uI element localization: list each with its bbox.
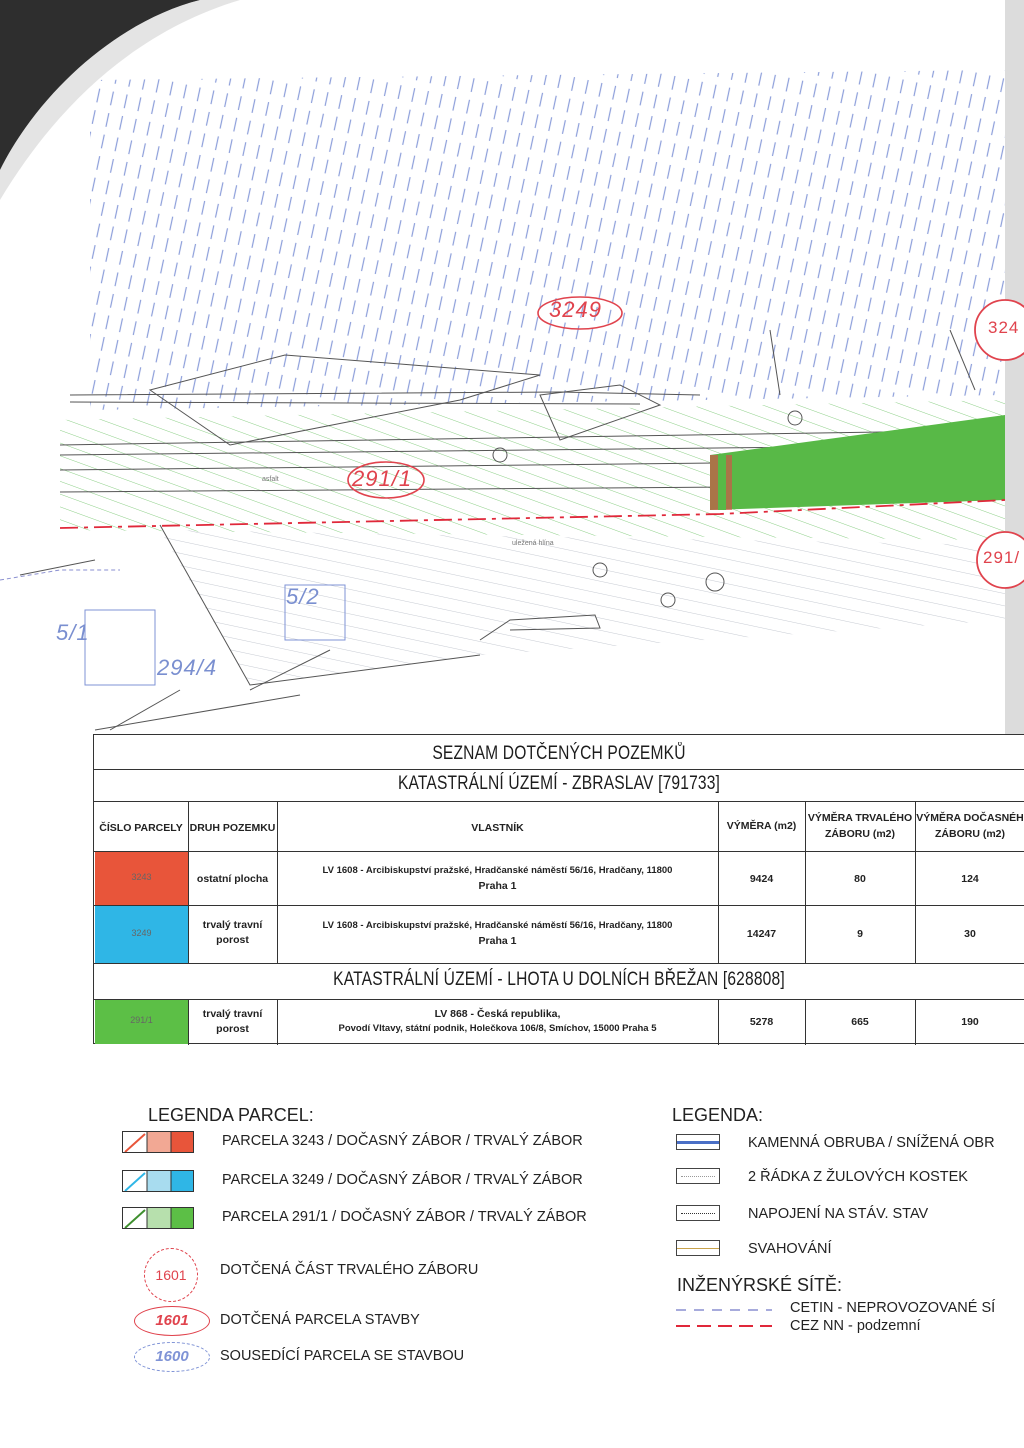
parcel-swatch-3243	[95, 852, 188, 905]
legend-cobble: 2 ŘÁDKA Z ŽULOVÝCH KOSTEK	[748, 1169, 968, 1185]
cell-vymera: 5278	[749, 1016, 774, 1028]
legend-swatch-cobble	[676, 1168, 720, 1184]
header-druh: DRUH POZEMKU	[189, 822, 276, 834]
parcel-3249-area	[90, 70, 1005, 410]
cell-docasny: 30	[964, 928, 976, 940]
networks-title: INŽENÝRSKÉ SÍTĚ:	[677, 1275, 843, 1295]
header-docasny-1: VÝMĚRA DOČASNÉH	[916, 812, 1024, 824]
legend-ring-permanent	[144, 1248, 198, 1302]
network-cez: CEZ NN - podzemní	[790, 1318, 921, 1334]
legend-ring-construction	[134, 1306, 210, 1336]
parcel-number: 291/1	[130, 1015, 153, 1025]
parcel-label-5-1: 5/1	[56, 620, 90, 645]
ring-number: 1601	[155, 1312, 189, 1329]
header-docasny-2: ZÁBORU (m2)	[935, 828, 1005, 840]
cell-owner: LV 1608 - Arcibiskupství pražské, Hradčanské náměstí 56/16, Hradčany, 11800	[322, 920, 673, 931]
cell-owner-city: Praha 1	[478, 935, 517, 947]
ring-number: 1600	[155, 1348, 189, 1365]
cell-docasny: 124	[961, 873, 979, 885]
legend-parcel-3243: PARCELA 3243 / DOČASNÝ ZÁBOR / TRVALÝ ZÁBOR	[222, 1133, 583, 1149]
parcel-label-5-2: 5/2	[286, 584, 320, 609]
legend-swatch-3249	[122, 1170, 194, 1192]
header-vlastnik: VLASTNÍK	[471, 822, 524, 834]
legend-parcel-3249: PARCELA 3249 / DOČASNÝ ZÁBOR / TRVALÝ ZÁBOR	[222, 1172, 583, 1188]
parcel-number: 3243	[131, 871, 152, 882]
ring-number: 1601	[155, 1267, 187, 1283]
parcel-swatch-3249	[95, 906, 188, 963]
parcel-label-324: 324	[988, 318, 1020, 337]
legend-swatch-curb	[676, 1134, 720, 1150]
legend-ring-neighbor-text: SOUSEDÍCÍ PARCELA SE STAVBOU	[220, 1348, 465, 1364]
affected-parcels-table	[93, 734, 1024, 1044]
legend-ring-construction-text: DOTČENÁ PARCELA STAVBY	[220, 1312, 420, 1328]
cell-trvaly: 665	[851, 1016, 869, 1028]
network-lines-swatch	[676, 1302, 772, 1332]
cell-vymera: 14247	[746, 928, 777, 940]
label-asfalt: asfalt	[262, 476, 279, 483]
legend-parcels-title: LEGENDA PARCEL:	[148, 1105, 314, 1125]
header-cislo: ČÍSLO PARCELY	[99, 822, 183, 834]
cell-owner: LV 1608 - Arcibiskupství pražské, Hradčanské náměstí 56/16, Hradčany, 11800	[322, 865, 673, 876]
legend-swatch-3243	[122, 1131, 194, 1153]
cell-vymera: 9424	[749, 873, 774, 885]
legend-ring-permanent-text: DOTČENÁ ČÁST TRVALÉHO ZÁBORU	[220, 1262, 479, 1278]
cell-owner: LV 868 - Česká republika,	[434, 1008, 561, 1020]
legend-ring-neighbor	[134, 1342, 210, 1372]
cell-docasny: 190	[961, 1016, 979, 1028]
header-trvaly-1: VÝMĚRA TRVALÉHO	[807, 812, 913, 824]
legend-swatch-291-1	[122, 1207, 194, 1229]
legend-swatch-connection	[676, 1205, 720, 1221]
cadastral-area-lhota: KATASTRÁLNÍ ÚZEMÍ - LHOTA U DOLNÍCH BŘEŽAN [628808]	[333, 969, 785, 990]
header-trvaly-2: ZÁBORU (m2)	[825, 828, 895, 840]
cell-druh: trvalý travní	[202, 1008, 263, 1020]
cell-trvaly: 9	[857, 928, 863, 940]
parcel-swatch-291-1	[95, 1000, 188, 1044]
cadastral-area-zbraslav: KATASTRÁLNÍ ÚZEMÍ - ZBRASLAV [791733]	[397, 773, 721, 794]
network-cetin: CETIN - NEPROVOZOVANÉ SÍ	[790, 1300, 996, 1316]
parcel-label-291-1: 291/1	[352, 466, 413, 491]
header-vymera: VÝMĚRA (m2)	[726, 820, 797, 832]
parcel-label-3249: 3249	[549, 297, 602, 322]
cell-owner-city: Praha 1	[478, 880, 517, 892]
legend-parcel-291-1: PARCELA 291/1 / DOČASNÝ ZÁBOR / TRVALÝ ZÁBOR	[222, 1209, 587, 1225]
parcel-label-291: 291/	[983, 548, 1021, 567]
cell-druh: trvalý travní	[202, 919, 263, 931]
cell-druh-2: porost	[216, 1023, 249, 1035]
table-title: SEZNAM DOTČENÝCH POZEMKŮ	[432, 743, 686, 764]
legend-connection: NAPOJENÍ NA STÁV. STAV	[748, 1206, 929, 1222]
cell-trvaly: 80	[854, 873, 866, 885]
legend-slope: SVAHOVÁNÍ	[748, 1241, 832, 1257]
cell-druh-2: porost	[216, 934, 249, 946]
legend-title: LEGENDA:	[672, 1105, 764, 1125]
parcel-number: 3249	[131, 927, 152, 938]
cell-owner-city: Povodí Vltavy, státní podnik, Holečkova 106/8, Smíchov, 15000 Praha 5	[338, 1023, 657, 1034]
legend-curb: KAMENNÁ OBRUBA / SNÍŽENÁ OBR	[748, 1135, 995, 1151]
parcel-label-294-4: 294/4	[157, 655, 218, 680]
label-ulezana: uležená hlína	[512, 540, 554, 547]
legend-swatch-slope	[676, 1240, 720, 1256]
cell-druh: ostatní plocha	[196, 873, 269, 885]
